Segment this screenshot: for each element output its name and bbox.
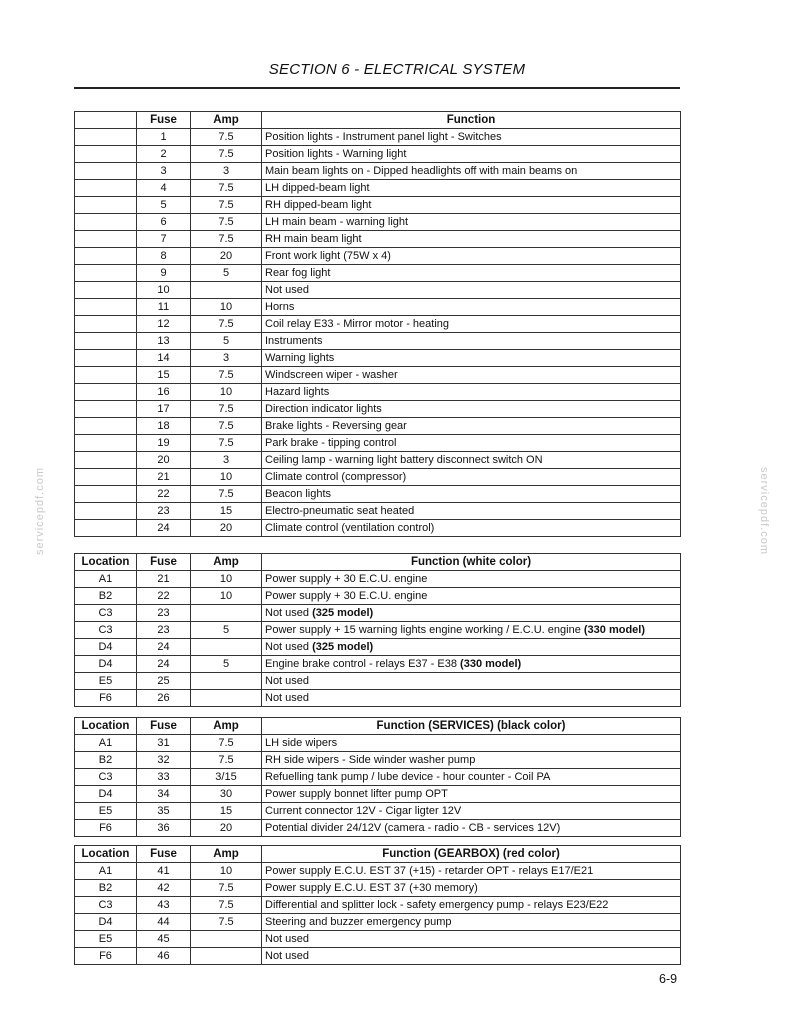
fuse-cell: 2 [137,146,191,163]
table-row [75,948,681,965]
fuse-cell: 6 [137,214,191,231]
fuse-cell: 24 [137,639,191,656]
function-cell [262,588,681,605]
function-cell: Climate control (ventilation control) [262,520,681,537]
amp-cell: 7.5 [191,316,262,333]
amp-cell: 10 [191,299,262,316]
fuse-cell: 43 [137,897,191,914]
location-cell [75,214,137,231]
location-cell: A1 [75,735,137,752]
amp-cell: 7.5 [191,231,262,248]
header-location: Location [75,554,137,571]
table-row [75,146,681,163]
amp-cell [191,605,262,622]
function-cell: Front work light (75W x 4) [262,248,681,265]
location-cell [75,231,137,248]
amp-cell: 5 [191,622,262,639]
location-cell [75,316,137,333]
amp-cell: 10 [191,384,262,401]
amp-cell: 7.5 [191,180,262,197]
function-text: Not used [265,675,310,687]
amp-cell: 10 [191,469,262,486]
fuse-cell: 4 [137,180,191,197]
amp-cell: 7.5 [191,486,262,503]
table-row [75,197,681,214]
amp-cell [191,690,262,707]
table-row [75,820,681,837]
amp-cell: 7.5 [191,735,262,752]
location-cell [75,163,137,180]
fuse-cell: 23 [137,622,191,639]
header-fuse: Fuse [137,112,191,129]
table-row [75,350,681,367]
location-cell [75,129,137,146]
amp-cell: 5 [191,656,262,673]
fuse-cell: 12 [137,316,191,333]
function-cell: Direction indicator lights [262,401,681,418]
amp-cell [191,282,262,299]
function-text: Power supply + 30 E.C.U. engine [265,573,428,585]
location-cell [75,180,137,197]
header-function: Function (SERVICES) (black color) [262,718,681,735]
fuse-cell: 17 [137,401,191,418]
table-body [75,129,681,537]
function-cell: RH side wipers - Side winder washer pump [262,752,681,769]
amp-cell [191,673,262,690]
function-cell: LH main beam - warning light [262,214,681,231]
fuse-cell: 26 [137,690,191,707]
location-cell [75,146,137,163]
fuse-cell: 23 [137,503,191,520]
fuse-cell: 15 [137,367,191,384]
fuse-cell: 14 [137,350,191,367]
fuse-cell: 34 [137,786,191,803]
table-body [75,863,681,965]
table-row [75,418,681,435]
table-row [75,880,681,897]
location-cell [75,282,137,299]
location-cell: B2 [75,752,137,769]
function-cell: Ceiling lamp - warning light battery disconnect switch ON [262,452,681,469]
fuse-cell: 9 [137,265,191,282]
location-cell [75,248,137,265]
table-row [75,214,681,231]
amp-cell: 7.5 [191,880,262,897]
table-row [75,316,681,333]
fuse-cell: 22 [137,486,191,503]
header-fuse: Fuse [137,554,191,571]
location-cell: C3 [75,897,137,914]
amp-cell: 10 [191,588,262,605]
amp-cell: 10 [191,571,262,588]
header-amp: Amp [191,846,262,863]
header-function: Function (white color) [262,554,681,571]
table-header-row [75,112,681,129]
location-cell [75,350,137,367]
amp-cell: 7.5 [191,197,262,214]
table-row [75,786,681,803]
function-cell: Not used [262,282,681,299]
location-cell [75,197,137,214]
table-row [75,931,681,948]
table-row [75,673,681,690]
amp-cell: 7.5 [191,367,262,384]
location-cell: D4 [75,914,137,931]
amp-cell: 20 [191,820,262,837]
fuse-cell: 5 [137,197,191,214]
table-row [75,914,681,931]
location-cell: C3 [75,605,137,622]
table-row [75,897,681,914]
fuse-cell: 33 [137,769,191,786]
table-row [75,401,681,418]
table-row [75,639,681,656]
function-text: Not used [265,607,313,619]
header-function: Function [262,112,681,129]
amp-cell: 15 [191,503,262,520]
fuse-cell: 46 [137,948,191,965]
function-text: Power supply + 15 warning lights engine working / E.C.U. engine [265,624,584,636]
function-cell: Windscreen wiper - washer [262,367,681,384]
fuse-cell: 42 [137,880,191,897]
fuse-cell: 1 [137,129,191,146]
page-title: SECTION 6 - ELECTRICAL SYSTEM [268,61,526,78]
function-cell: RH main beam light [262,231,681,248]
fuse-cell: 22 [137,588,191,605]
function-cell: Refuelling tank pump / lube device - hour counter - Coil PA [262,769,681,786]
amp-cell: 7.5 [191,129,262,146]
watermark-right: servicepdf.com [757,467,770,555]
header-location: Location [75,846,137,863]
function-cell: Brake lights - Reversing gear [262,418,681,435]
fuse-cell: 21 [137,469,191,486]
function-cell: Main beam lights on - Dipped headlights off with main beams on [262,163,681,180]
header-location: Location [75,718,137,735]
amp-cell: 7.5 [191,418,262,435]
function-cell: Park brake - tipping control [262,435,681,452]
function-cell: Power supply E.C.U. EST 37 (+30 memory) [262,880,681,897]
amp-cell: 7.5 [191,897,262,914]
function-cell: Beacon lights [262,486,681,503]
location-cell [75,486,137,503]
location-cell: D4 [75,656,137,673]
location-cell: F6 [75,948,137,965]
table-header-row [75,846,681,863]
location-cell: F6 [75,820,137,837]
function-cell: RH dipped-beam light [262,197,681,214]
fuse-cell: 8 [137,248,191,265]
amp-cell [191,639,262,656]
amp-cell: 7.5 [191,401,262,418]
location-cell [75,452,137,469]
location-cell: C3 [75,769,137,786]
function-cell [262,673,681,690]
function-cell: Warning lights [262,350,681,367]
location-cell [75,418,137,435]
table-row [75,367,681,384]
fuse-cell: 36 [137,820,191,837]
fuse-cell: 3 [137,163,191,180]
table-row [75,863,681,880]
model-note: (330 model) [460,658,522,670]
function-cell: Coil relay E33 - Mirror motor - heating [262,316,681,333]
location-cell [75,503,137,520]
function-cell: Not used [262,931,681,948]
table-row [75,129,681,146]
table-row [75,163,681,180]
function-cell: Hazard lights [262,384,681,401]
table-row [75,469,681,486]
table-row [75,690,681,707]
fuse-table-services [74,717,681,837]
table-row [75,180,681,197]
amp-cell: 7.5 [191,146,262,163]
amp-cell [191,931,262,948]
location-cell: D4 [75,786,137,803]
amp-cell: 7.5 [191,435,262,452]
function-cell: Rear fog light [262,265,681,282]
function-cell: Horns [262,299,681,316]
fuse-cell: 35 [137,803,191,820]
table-row [75,452,681,469]
header-divider [74,87,680,89]
location-cell: A1 [75,571,137,588]
table-row [75,735,681,752]
header-amp: Amp [191,718,262,735]
function-cell: Position lights - Instrument panel light - Switches [262,129,681,146]
amp-cell: 3/15 [191,769,262,786]
amp-cell: 7.5 [191,752,262,769]
table-row [75,282,681,299]
function-cell: LH side wipers [262,735,681,752]
header-fuse: Fuse [137,718,191,735]
header-fuse: Fuse [137,846,191,863]
function-cell [262,571,681,588]
function-cell: Power supply E.C.U. EST 37 (+15) - retarder OPT - relays E17/E21 [262,863,681,880]
table-row [75,231,681,248]
location-cell [75,299,137,316]
fuse-cell: 7 [137,231,191,248]
fuse-cell: 24 [137,520,191,537]
amp-cell [191,948,262,965]
fuse-table-main [74,111,681,537]
location-cell [75,384,137,401]
function-cell: LH dipped-beam light [262,180,681,197]
location-cell [75,401,137,418]
amp-cell: 15 [191,803,262,820]
amp-cell: 5 [191,333,262,350]
table-row [75,435,681,452]
location-cell [75,333,137,350]
table-row [75,752,681,769]
page-number: 6-9 [659,972,678,986]
model-note: (325 model) [312,607,374,619]
table-row [75,571,681,588]
function-cell: Current connector 12V - Cigar ligter 12V [262,803,681,820]
table-body [75,735,681,837]
model-note: (330 model) [583,624,646,636]
fuse-cell: 21 [137,571,191,588]
location-cell: E5 [75,803,137,820]
fuse-cell: 25 [137,673,191,690]
fuse-cell: 32 [137,752,191,769]
amp-cell: 30 [191,786,262,803]
amp-cell: 7.5 [191,214,262,231]
location-cell [75,367,137,384]
fuse-cell: 11 [137,299,191,316]
table-row [75,248,681,265]
function-cell: Differential and splitter lock - safety emergency pump - relays E23/E22 [262,897,681,914]
fuse-cell: 20 [137,452,191,469]
header-blank [75,112,137,129]
table-row [75,384,681,401]
table-row [75,503,681,520]
fuse-cell: 18 [137,418,191,435]
amp-cell: 3 [191,163,262,180]
fuse-cell: 23 [137,605,191,622]
function-cell [262,622,681,639]
table-row [75,333,681,350]
amp-cell: 10 [191,863,262,880]
function-cell: Potential divider 24/12V (camera - radio - CB - services 12V) [262,820,681,837]
amp-cell: 20 [191,248,262,265]
table-row [75,486,681,503]
function-text: Power supply + 30 E.C.U. engine [265,590,428,602]
table-row [75,803,681,820]
function-cell: Power supply bonnet lifter pump OPT [262,786,681,803]
table-row [75,769,681,786]
function-cell: Climate control (compressor) [262,469,681,486]
function-cell: Position lights - Warning light [262,146,681,163]
table-body [75,571,681,707]
function-cell: Not used [262,948,681,965]
amp-cell: 3 [191,350,262,367]
location-cell [75,265,137,282]
table-header-row [75,554,681,571]
fuse-cell: 31 [137,735,191,752]
amp-cell: 3 [191,452,262,469]
function-text: Not used [265,641,313,653]
location-cell [75,469,137,486]
function-cell: Instruments [262,333,681,350]
function-cell: Steering and buzzer emergency pump [262,914,681,931]
function-text: Not used [265,692,310,704]
table-row [75,656,681,673]
header-function: Function (GEARBOX) (red color) [262,846,681,863]
fuse-cell: 13 [137,333,191,350]
model-note: (325 model) [312,641,374,653]
location-cell: E5 [75,673,137,690]
function-cell [262,690,681,707]
fuse-cell: 19 [137,435,191,452]
fuse-cell: 24 [137,656,191,673]
location-cell [75,435,137,452]
table-header-row [75,718,681,735]
location-cell: A1 [75,863,137,880]
function-cell [262,605,681,622]
location-cell [75,520,137,537]
fuse-cell: 44 [137,914,191,931]
location-cell: D4 [75,639,137,656]
function-cell [262,639,681,656]
amp-cell: 7.5 [191,914,262,931]
location-cell: E5 [75,931,137,948]
function-cell [262,656,681,673]
location-cell: C3 [75,622,137,639]
fuse-table-gearbox [74,845,681,965]
table-row [75,265,681,282]
header-amp: Amp [191,112,262,129]
fuse-cell: 41 [137,863,191,880]
location-cell: B2 [75,588,137,605]
table-row [75,588,681,605]
amp-cell: 5 [191,265,262,282]
fuse-cell: 10 [137,282,191,299]
location-cell: F6 [75,690,137,707]
table-row [75,605,681,622]
table-row [75,299,681,316]
function-cell: Electro-pneumatic seat heated [262,503,681,520]
watermark-left: servicepdf.com [33,467,46,555]
fuse-cell: 16 [137,384,191,401]
table-row [75,622,681,639]
table-row [75,520,681,537]
fuse-table-white [74,553,681,707]
header-amp: Amp [191,554,262,571]
function-text: Engine brake control - relays E37 - E38 [265,658,461,670]
amp-cell: 20 [191,520,262,537]
fuse-cell: 45 [137,931,191,948]
location-cell: B2 [75,880,137,897]
